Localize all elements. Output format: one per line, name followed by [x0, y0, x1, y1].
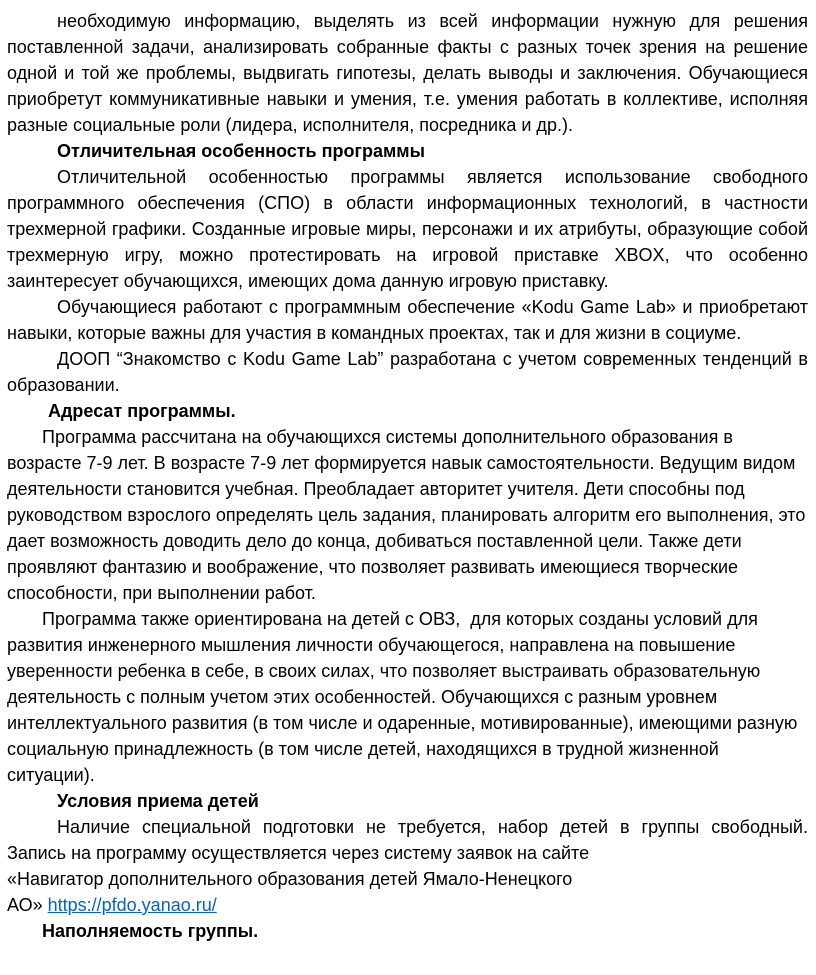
paragraph-ovz-children: Программа также ориентирована на детей с ОВЗ, для которых созданы условий для развития инженерного мышления личности обучающегося, направлена на повышение уверенности ребенка в себе, в своих силах, что позволяет выстраивать образовательную деятельность с полным учетом этих особенностей. Обучающихся с разным уровнем интеллектуального развития (в том числе и одаренные, мотивированные), имеющими разную социальную принадлежность (в том числе детей, находящихся в трудной жизненной ситуации).: [7, 609, 798, 785]
pfdo-yanao-link[interactable]: https://pfdo.yanao.ru/: [47, 895, 217, 915]
paragraph-kodu-software: Обучающиеся работают с программным обеспечение «Kodu Game Lab» и приобретают навыки, которые важны для участия в командных проектах, так и для жизни в социуме.: [7, 297, 808, 343]
heading-program-audience: Адресат программы.: [48, 401, 236, 421]
paragraph-doop-trends: ДООП “Знакомство с Kodu Game Lab” разработана с учетом современных тенденций в образовании.: [7, 349, 808, 395]
paragraph-admission-line4: [7, 892, 808, 918]
heading-admission-conditions: Условия приема детей: [57, 791, 259, 811]
navigator-ao-label: АО»: [7, 895, 48, 915]
paragraph-distinctive-feature: Отличительной особенностью программы является использование свободного программного обеспечения (СПО) в области информационных технологий, в частности трехмерной графики. Созданные игровые миры, персонажи и их атрибуты, образующие собой трехмерную игру, можно протестировать на игровой приставке XBOX, что особенно заинтересует обучающихся, имеющих дома данную игровую приставку.: [7, 167, 808, 291]
paragraph-admission-line3: «Навигатор дополнительного образования детей Ямало-Ненецкого: [7, 869, 573, 889]
paragraph-admission-line2: Запись на программу осуществляется через систему заявок на сайте: [7, 843, 590, 863]
heading-group-size: Наполняемость группы.: [42, 921, 259, 941]
paragraph-age-7-9: Программа рассчитана на обучающихся системы дополнительного образования в возрасте 7-9 лет. В возрасте 7-9 лет формируется навык самостоятельности. Ведущим видом деятельности становится учебная. Преобладает авторитет учителя. Дети способны под руководством взрослого определять цель задания, планировать алгоритм его выполнения, это дает возможность доводить дело до конца, добиваться поставленной цели. Также дети проявляют фантазию и воображение, что позволяет развивать имеющиеся творческие способности, при выполнении работ.: [7, 427, 806, 603]
paragraph-admission-line1: Наличие специальной подготовки не требуется, набор детей в группы свободный.: [57, 817, 808, 837]
heading-distinctive-feature: Отличительная особенность программы: [57, 141, 425, 161]
paragraph-continuation-skills: необходимую информацию, выделять из всей информации нужную для решения поставленной задачи, анализировать собранные факты с разных точек зрения на решение одной и той же проблемы, выдвигать гипотезы, делать выводы и заключения. Обучающиеся приобретут коммуникативные навыки и умения, т.е. умения работать в коллективе, исполняя разные социальные роли (лидера, исполнителя, посредника и др.).: [7, 11, 808, 135]
